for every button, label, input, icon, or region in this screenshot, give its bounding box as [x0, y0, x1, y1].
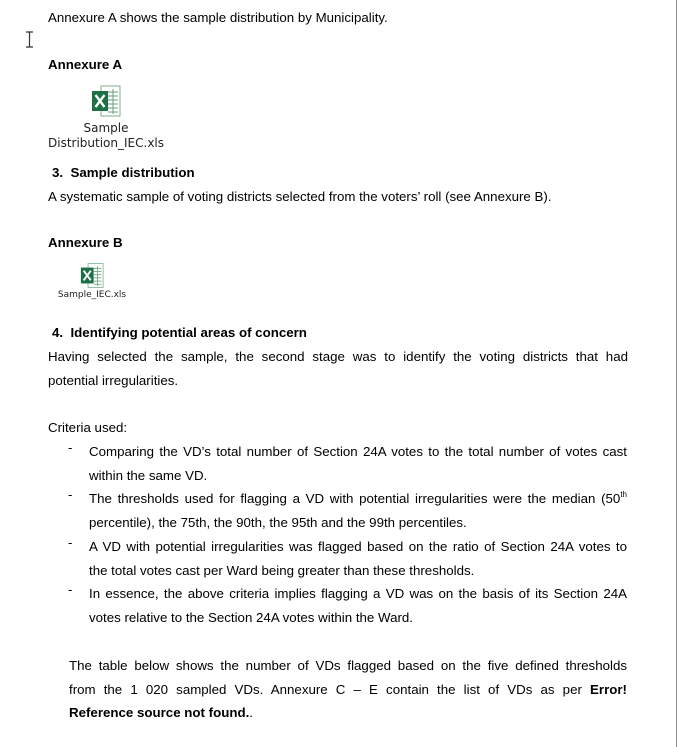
attachment-annexure-b[interactable]	[52, 262, 132, 301]
criteria-label: Criteria used:	[48, 420, 128, 435]
attachment-caption-line1: Sample	[83, 121, 129, 135]
annexure-b-heading: Annexure B	[48, 235, 123, 250]
criteria-item-1: Comparing the VD’s total number of Section 24A votes to the total number of votes cast within the same VD.	[89, 444, 627, 483]
intro-paragraph: Annexure A shows the sample distribution by Municipality.	[48, 10, 388, 25]
annexure-a-heading: Annexure A	[48, 57, 123, 72]
reference-error-text[interactable]: Error!	[590, 681, 627, 697]
bullet-dash: -	[68, 535, 73, 550]
table-intro-paragraph: The table below shows the number of VDs flagged based on the five defined thresholds from the 1 020 sampled VDs. Annexure C – E contain the list of VDs as per Error! Reference source not found..	[69, 658, 627, 720]
section-4-title: Identifying potential areas of concern	[70, 325, 307, 340]
bullet-dash: -	[68, 487, 73, 502]
reference-error-text-cont[interactable]: Reference source not found.	[69, 705, 250, 720]
attachment-annexure-a[interactable]	[48, 84, 164, 151]
section-3-text: A systematic sample of voting districts selected from the voters’ roll (see Annexure B).	[48, 189, 552, 204]
criteria-item-4: In essence, the above criteria implies flagging a VD was on the basis of its Section 24A votes relative to the Section 24A votes within the Ward.	[89, 586, 627, 625]
section-4-line2: potential irregularities.	[48, 373, 179, 388]
section-4-paragraph	[48, 345, 628, 393]
section-3-title: Sample distribution	[70, 165, 195, 180]
section-4-heading	[52, 325, 307, 340]
text-cursor-icon	[25, 31, 34, 48]
section-3-number: 3.	[52, 165, 64, 180]
section-4-number: 4.	[52, 325, 64, 340]
excel-file-icon	[80, 262, 104, 289]
section-4-line1: Having selected the sample, the second stage was to identify the voting districts that had	[48, 349, 628, 364]
section-3-heading	[52, 165, 195, 180]
criteria-item-3: A VD with potential irregularities was flagged based on the ratio of Section 24A votes to the total votes cast per Ward being greater than these thresholds.	[89, 539, 627, 578]
attachment-caption: Sample_IEC.xls	[57, 290, 127, 300]
criteria-item-2: The thresholds used for flagging a VD with potential irregularities were the median (50th percentile), the 75th, the 90th, the 95th and the 99th percentiles.	[89, 490, 627, 530]
bullet-dash: -	[68, 582, 73, 597]
attachment-caption-line2: Distribution_IEC.xls	[48, 136, 165, 150]
page-margin-line	[676, 0, 677, 747]
bullet-dash: -	[68, 440, 73, 455]
excel-file-icon	[91, 84, 121, 118]
